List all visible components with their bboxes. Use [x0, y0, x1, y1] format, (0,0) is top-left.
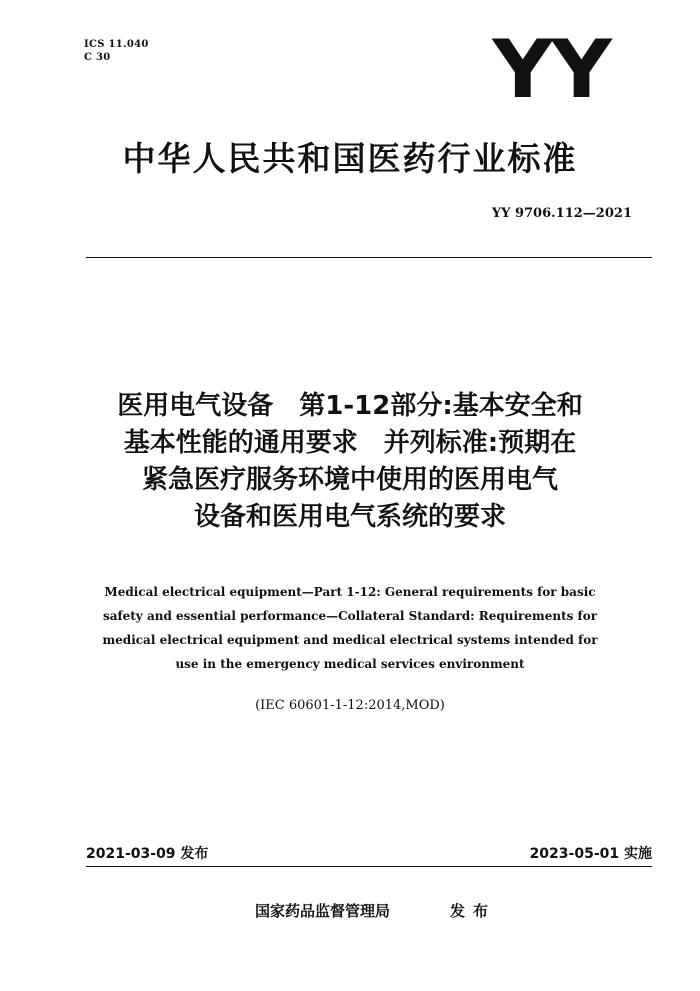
- publish-label: 发布: [450, 902, 497, 920]
- standard-logo: YY: [492, 23, 610, 116]
- footer-divider: [86, 866, 652, 867]
- title-cn-line: 基本性能的通用要求 并列标准:预期在: [123, 428, 577, 458]
- standard-category-title: 中华人民共和国医药行业标准: [122, 139, 578, 178]
- ccs-code: C 30: [84, 52, 111, 63]
- title-en-line: use in the emergency medical services environment: [175, 657, 525, 671]
- title-en-line: medical electrical equipment and medical electrical systems intended for: [102, 633, 598, 647]
- title-en-line: safety and essential performance—Collateral Standard: Requirements for: [102, 609, 598, 623]
- document-title-chinese: [60, 388, 640, 536]
- implementation-date: 2023-05-01 实施: [529, 846, 652, 862]
- header-divider: [86, 257, 652, 258]
- title-cn-line: 设备和医用电气系统的要求: [193, 502, 506, 532]
- title-cn-line: 医用电气设备 第1-12部分:基本安全和: [117, 391, 583, 421]
- title-en-line: Medical electrical equipment—Part 1-12: General requirements for basic: [104, 585, 596, 599]
- iec-equivalence: (IEC 60601-1-12:2014,MOD): [255, 698, 445, 713]
- issue-date: 2021-03-09 发布: [86, 846, 209, 862]
- document-title-english: [60, 580, 640, 676]
- title-cn-line: 紧急医疗服务环境中使用的医用电气: [141, 465, 558, 495]
- ics-code: ICS 11.040: [84, 39, 149, 50]
- standard-number: YY 9706.112—2021: [491, 206, 632, 221]
- classification-codes: [84, 38, 149, 64]
- publisher-name: 国家药品监督管理局: [255, 902, 391, 920]
